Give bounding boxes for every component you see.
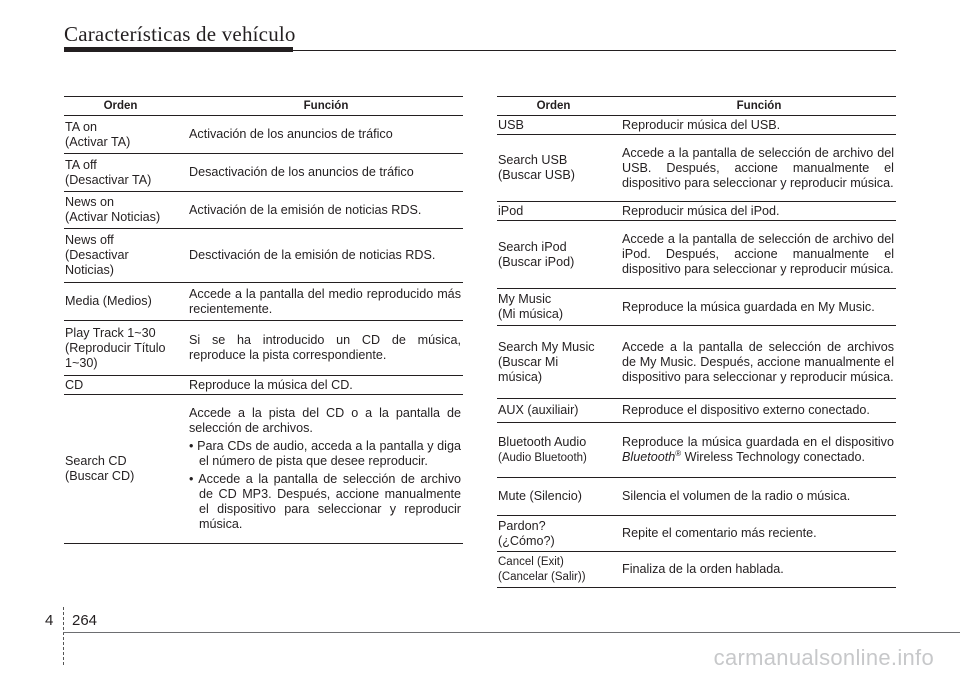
table-row	[64, 395, 463, 544]
header-function: Función	[177, 97, 463, 116]
command-cell: Bluetooth Audio (Audio Bluetooth)	[497, 423, 610, 478]
table-row	[497, 135, 896, 202]
table-row	[64, 376, 463, 395]
table-row	[497, 202, 896, 221]
table-row	[64, 229, 463, 283]
table-row	[64, 192, 463, 229]
function-cell: Repite el comentario más reciente.	[610, 516, 896, 552]
table-header-row	[64, 97, 463, 116]
function-cell: Activación de los anuncios de tráfico	[177, 116, 463, 154]
table-row	[64, 154, 463, 192]
header-rule-thin	[293, 50, 896, 51]
table-row	[497, 478, 896, 516]
function-cell: Desactivación de los anuncios de tráfico	[177, 154, 463, 192]
command-cell: Pardon? (¿Cómo?)	[497, 516, 610, 552]
table-row	[497, 516, 896, 552]
function-cell: Reproducir música del USB.	[610, 116, 896, 135]
table-row	[497, 399, 896, 423]
table-row	[64, 283, 463, 321]
header-rule-thick	[64, 47, 293, 52]
command-cell: Play Track 1~30 (Reproducir Título 1~30)	[64, 321, 177, 376]
bullet-item: • Accede a la pantalla de selección de archivo de CD MP3. Después, accione manualmente el dispositivo para seleccionar y reproducir música.	[189, 472, 461, 531]
table-row	[497, 552, 896, 588]
function-cell: Reproduce el dispositivo externo conectado.	[610, 399, 896, 423]
command-cell: Media (Medios)	[64, 283, 177, 321]
function-cell: Reproduce la música del CD.	[177, 376, 463, 395]
function-cell: Si se ha introducido un CD de música, reproduce la pista correspondiente.	[177, 321, 463, 376]
command-cell: News on (Activar Noticias)	[64, 192, 177, 229]
chapter-number: 4	[45, 612, 54, 629]
function-cell: Reproduce la música guardada en el dispositivo Bluetooth® Wireless Technology conectado.	[610, 423, 896, 478]
function-cell: Accede a la pantalla de selección de archivos de My Music. Después, accione manualmente el dispositivo para seleccionar y reproducir música.	[610, 326, 896, 399]
page-number: 264	[72, 612, 98, 629]
table-row	[64, 116, 463, 154]
function-cell: Finaliza de la orden hablada.	[610, 552, 896, 588]
command-cell: USB	[497, 116, 610, 135]
function-cell	[177, 395, 463, 544]
command-cell: Search iPod (Buscar iPod)	[497, 221, 610, 289]
table-row	[497, 289, 896, 326]
table-row	[497, 423, 896, 478]
right-command-table	[497, 96, 896, 588]
table-row	[497, 116, 896, 135]
function-text: Accede a la pista del CD o a la pantalla de selección de archivos.	[189, 406, 461, 435]
table-row	[64, 321, 463, 376]
function-cell: Activación de la emisión de noticias RDS.	[177, 192, 463, 229]
function-cell: Reproduce la música guardada en My Music.	[610, 289, 896, 326]
command-cell: Mute (Silencio)	[497, 478, 610, 516]
function-cell: Accede a la pantalla de selección de archivo del USB. Después, accione manualmente el dispositivo para seleccionar y reproducir música.	[610, 135, 896, 202]
command-cell: TA off (Desactivar TA)	[64, 154, 177, 192]
function-cell: Silencia el volumen de la radio o música.	[610, 478, 896, 516]
table-row	[497, 326, 896, 399]
left-command-table	[64, 96, 463, 544]
command-cell: iPod	[497, 202, 610, 221]
function-cell: Reproducir música del iPod.	[610, 202, 896, 221]
command-cell: Search CD (Buscar CD)	[64, 395, 177, 544]
footer-vertical-rule	[63, 607, 64, 665]
table-header-row	[497, 97, 896, 116]
watermark: carmanualsonline.info	[713, 645, 934, 670]
command-cell: AUX (auxiliair)	[497, 399, 610, 423]
footer-horizontal-rule	[63, 632, 960, 633]
function-cell: Accede a la pantalla del medio reproducido más recientemente.	[177, 283, 463, 321]
header-command: Orden	[497, 97, 610, 116]
command-cell: CD	[64, 376, 177, 395]
command-cell: Search My Music (Buscar Mi música)	[497, 326, 610, 399]
bullet-item: • Para CDs de audio, acceda a la pantalla y diga el número de pista que desee reproducir.	[189, 439, 461, 468]
command-cell: TA on (Activar TA)	[64, 116, 177, 154]
command-cell: Cancel (Exit) (Cancelar (Salir))	[497, 552, 610, 588]
table-row	[497, 221, 896, 289]
function-cell: Accede a la pantalla de selección de archivo del iPod. Después, accione manualmente el dispositivo para seleccionar y reproducir música.	[610, 221, 896, 289]
command-cell: Search USB (Buscar USB)	[497, 135, 610, 202]
function-cell: Desctivación de la emisión de noticias RDS.	[177, 229, 463, 283]
page-title: Características de vehículo	[64, 22, 296, 46]
header-function: Función	[610, 97, 896, 116]
header-command: Orden	[64, 97, 177, 116]
command-cell: News off (Desactivar Noticias)	[64, 229, 177, 283]
command-cell: My Music (Mi música)	[497, 289, 610, 326]
